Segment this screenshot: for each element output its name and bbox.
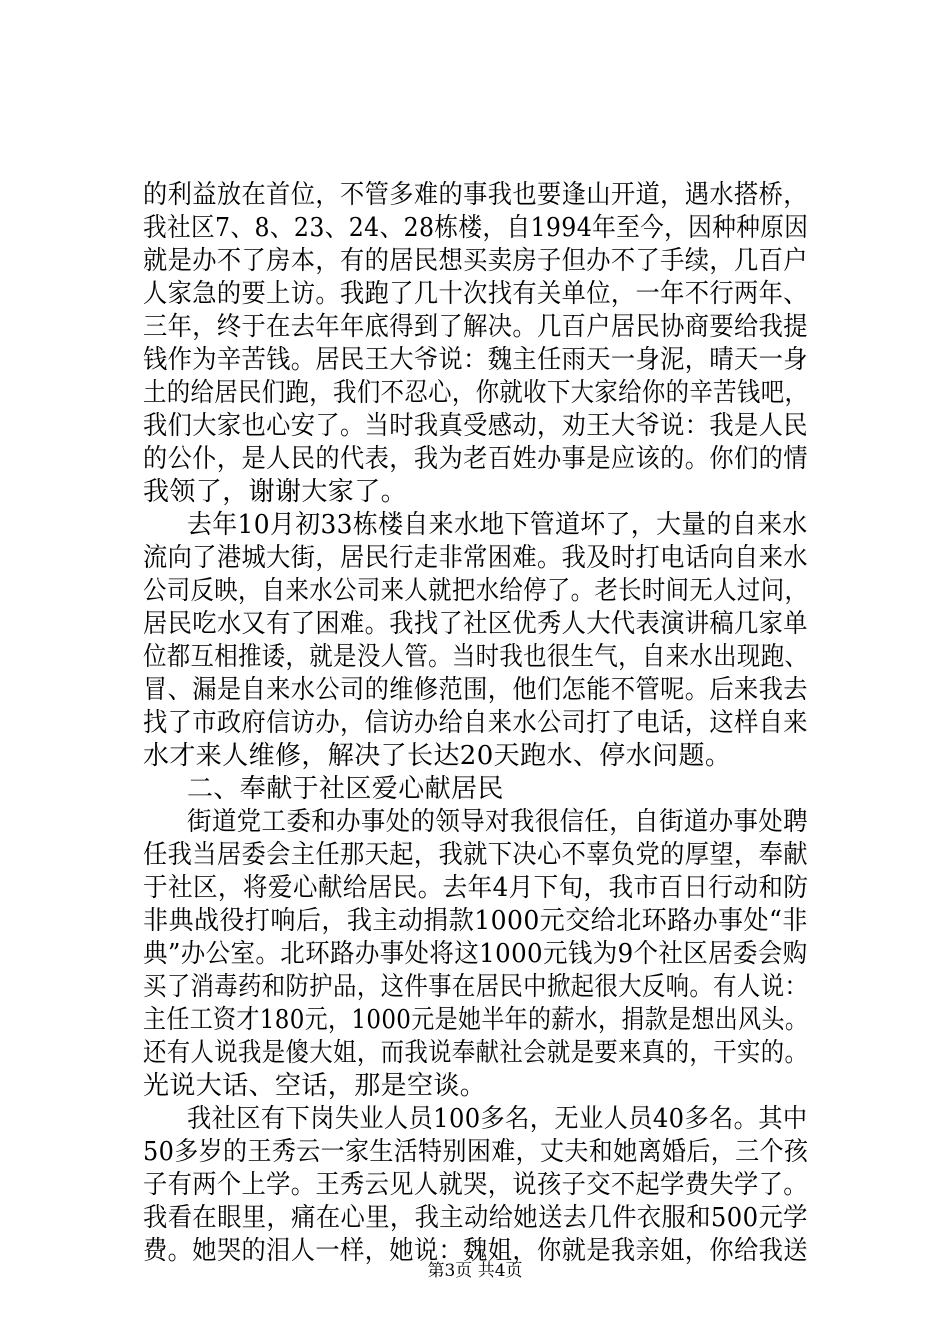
text-line: 我看在眼里，痛在心里，我主动给她送去几件衣服和500元学 [143,1203,808,1233]
text-line: 非典战役打响后，我主动捐款1000元交给北环路办事处“非 [143,906,808,936]
text-line: 费。她哭的泪人一样，她说：魏姐，你就是我亲姐，你给我送 [143,1236,808,1266]
text-line: 的利益放在首位，不管多难的事我也要逢山开道，遇水搭桥， [143,180,808,210]
text-line: 就是办不了房本，有的居民想买卖房子但办不了手续，几百户 [143,246,808,276]
text-line: 居民吃水又有了困难。我找了社区优秀人大代表演讲稿几家单 [143,609,808,639]
text-line: 主任工资才180元，1000元是她半年的薪水，捐款是想出风头。 [143,1005,809,1035]
text-line: 我社区7、8、23、24、28栋楼，自1994年至今，因种种原因 [143,213,809,243]
text-line: 典”办公室。北环路办事处将这1000元钱为9个社区居委会购 [143,939,808,969]
section-heading: 二、奉献于社区爱心献居民 [187,774,504,804]
text-line: 我社区有下岗失业人员100多名，无业人员40多名。其中 [187,1104,808,1134]
text-line: 找了市政府信访办，信访办给自来水公司打了电话，这样自来 [143,708,808,738]
text-line: 水才来人维修，解决了长达20天跑水、停水问题。 [143,741,732,771]
text-line: 我们大家也心安了。当时我真受感动，劝王大爷说：我是人民 [143,411,808,441]
text-line: 钱作为辛苦钱。居民王大爷说：魏主任雨天一身泥，晴天一身 [143,345,808,375]
text-line: 的公仆，是人民的代表，我为老百姓办事是应该的。你们的情 [143,444,808,474]
text-line: 人家急的要上访。我跑了几十次找有关单位，一年不行两年、 [143,279,808,309]
page-number-footer: 第3页 共4页 [427,1261,523,1281]
text-line: 子有两个上学。王秀云见人就哭，说孩子交不起学费失学了。 [143,1170,808,1200]
text-line: 流向了港城大街，居民行走非常困难。我及时打电话向自来水 [143,543,808,573]
text-line: 任我当居委会主任那天起，我就下决心不辜负党的厚望，奉献 [143,840,808,870]
text-line: 买了消毒药和防护品，这件事在居民中掀起很大反响。有人说： [143,972,809,1002]
text-line: 50多岁的王秀云一家生活特别困难，丈夫和她离婚后，三个孩 [143,1137,809,1167]
text-line: 还有人说我是傻大姐，而我说奉献社会就是要来真的，干实的。 [143,1038,809,1068]
text-line: 去年10月初33栋楼自来水地下管道坏了，大量的自来水 [187,510,808,540]
text-line: 于社区，将爱心献给居民。去年4月下旬，我市百日行动和防 [143,873,809,903]
text-line: 三年，终于在去年年底得到了解决。几百户居民协商要给我提 [143,312,808,342]
text-line: 我领了，谢谢大家了。 [143,477,408,507]
text-line: 光说大话、空话，那是空谈。 [143,1071,487,1101]
text-line: 土的给居民们跑，我们不忍心，你就收下大家给你的辛苦钱吧， [143,378,809,408]
text-line: 公司反映，自来水公司来人就把水给停了。老长时间无人过问， [143,576,809,606]
text-line: 冒、漏是自来水公司的维修范围，他们怎能不管呢。后来我去 [143,675,808,705]
text-line: 街道党工委和办事处的领导对我很信任，自街道办事处聘 [187,807,809,837]
text-line: 位都互相推诿，就是没人管。当时我也很生气，自来水出现跑、 [143,642,809,672]
